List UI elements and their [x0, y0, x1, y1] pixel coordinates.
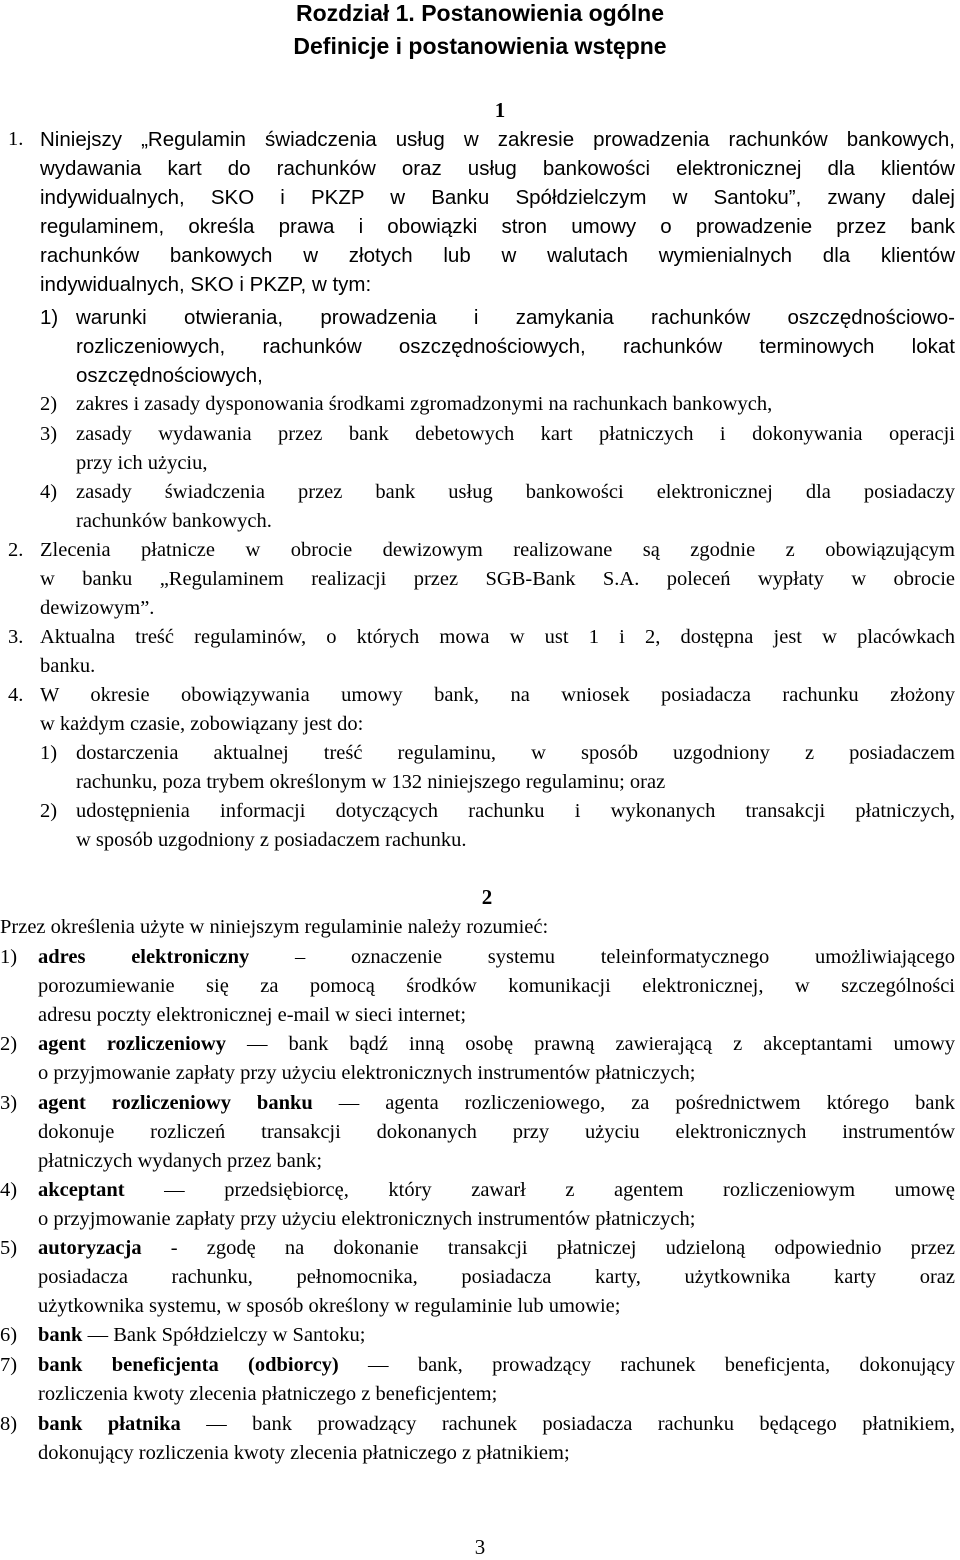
text-line: płatniczych wydanych przez bank; — [38, 1150, 323, 1172]
definition-text: zgodę na dokonanie transakcji płatniczej udzieloną odpowiednio przez — [206, 1237, 955, 1259]
text-line: przy ich użyciu, — [76, 452, 208, 474]
text-line: indywidualnych, SKO i PKZP w Banku Spółdzielczym w Santoku”, zwany dalej — [40, 186, 955, 209]
text-line: Niniejszy „Regulamin świadczenia usług w zakresie prowadzenia rachunków bankowych, — [40, 128, 955, 151]
definition-number: 5) — [0, 1237, 18, 1259]
list-item — [76, 390, 955, 419]
paragraph-2 — [40, 536, 955, 623]
paragraph-number: 1. — [8, 128, 24, 150]
definition-text: Bank Spółdzielczy w Santoku; — [113, 1324, 366, 1346]
item-number: 4) — [40, 481, 58, 503]
text-line: rozliczeniowych, rachunków oszczędnościowych, rachunków terminowych lokat — [76, 335, 955, 358]
definition-separator: — — [82, 1324, 114, 1346]
section-2-label: 2 — [481, 885, 493, 909]
definition-item — [38, 1176, 955, 1234]
item-number: 2) — [40, 393, 58, 415]
definition-number: 2) — [0, 1033, 18, 1055]
text-line: rachunków bankowych. — [76, 510, 272, 532]
item-number: 1) — [40, 306, 59, 329]
list-item — [76, 303, 955, 390]
text-line: indywidualnych, SKO i PKZP, w tym: — [40, 273, 372, 296]
text-line: rachunku, poza trybem określonym w 132 niniejszego regulaminu; oraz — [76, 771, 666, 793]
definition-text: bank prowadzący rachunek posiadacza rachunku będącego płatnikiem, — [252, 1413, 956, 1435]
definition-number: 4) — [0, 1179, 18, 1201]
paragraph-number: 4. — [8, 684, 24, 706]
text-line: oszczędnościowych, — [76, 364, 263, 387]
list-item — [76, 797, 955, 855]
item-number: 1) — [40, 742, 58, 764]
definition-item — [38, 1234, 955, 1321]
definition-separator: — — [312, 1092, 386, 1114]
text-line — [38, 1234, 955, 1263]
section-1-label: 1 — [494, 98, 506, 122]
section-2-intro — [0, 913, 955, 942]
text-line: posiadacza rachunku, pełnomocnika, posiadacza karty, użytkownika karty oraz — [38, 1266, 955, 1288]
definition-number: 1) — [0, 946, 18, 968]
list-item — [76, 478, 955, 536]
text-line — [38, 1089, 955, 1118]
definition-number: 7) — [0, 1354, 18, 1376]
definition-text: bank, prowadzący rachunek beneficjenta, dokonujący — [417, 1354, 955, 1376]
text-line: adresu poczty elektronicznej e-mail w sieci internet; — [38, 1004, 467, 1026]
text-line: w sposób uzgodniony z posiadaczem rachunku. — [76, 829, 467, 851]
text-line: dewizowym”. — [40, 597, 155, 619]
definition-text: bank bądź inną osobę prawną zawierającą z akceptantami umowy — [288, 1033, 956, 1055]
list-item — [76, 739, 955, 797]
definition-separator: — — [226, 1033, 289, 1055]
text-line: o przyjmowanie zapłaty przy użyciu elektronicznych instrumentów płatniczych; — [38, 1208, 696, 1230]
definition-term: bank beneficjenta (odbiorcy) — [38, 1354, 339, 1376]
definition-separator: – — [249, 946, 351, 968]
text-line — [38, 1030, 955, 1059]
paragraph-number: 3. — [8, 626, 24, 648]
definition-item — [38, 1089, 955, 1176]
definition-text: agenta rozliczeniowego, za pośrednictwem którego bank — [385, 1092, 955, 1114]
definition-term: bank — [38, 1324, 83, 1346]
paragraph-number: 2. — [8, 539, 24, 561]
definition-term: agent rozliczeniowy — [38, 1033, 226, 1055]
definition-term: bank płatnika — [38, 1413, 181, 1435]
text-line: warunki otwierania, prowadzenia i zamykania rachunków oszczędnościowo- — [76, 306, 955, 329]
definition-separator: - — [141, 1237, 207, 1259]
definition-number: 3) — [0, 1092, 18, 1114]
text-line: użytkownika systemu, w sposób określony w regulaminie lub umowie; — [38, 1295, 621, 1317]
paragraph-3 — [40, 623, 955, 681]
text-line — [38, 1321, 955, 1350]
definition-item — [38, 1321, 955, 1350]
paragraph-1 — [40, 125, 955, 299]
definition-number: 6) — [0, 1324, 18, 1346]
text-line: dokonuje rozliczeń transakcji dokonanych przy użyciu elektronicznych instrumentów — [38, 1121, 955, 1143]
text-line: rachunków bankowych w złotych lub w walutach wymienialnych dla klientów — [40, 244, 955, 267]
text-line — [38, 1351, 955, 1380]
definition-item — [38, 1410, 955, 1468]
text-line: udostępnienia informacji dotyczących rachunku i wykonanych transakcji płatniczych, — [76, 800, 955, 822]
text-line: dostarczenia aktualnej treść regulaminu, w sposób uzgodniony z posiadaczem — [76, 742, 955, 764]
text-line: zasady wydawania przez bank debetowych kart płatniczych i dokonywania operacji — [76, 423, 955, 445]
definition-term: adres elektroniczny — [38, 946, 250, 968]
text-line: Przez określenia użyte w niniejszym regulaminie należy rozumieć: — [0, 916, 549, 938]
definition-term: akceptant — [38, 1179, 125, 1201]
definition-separator: — — [180, 1413, 253, 1435]
text-line: Zlecenia płatnicze w obrocie dewizowym realizowane są zgodnie z obowiązującym — [40, 539, 955, 561]
text-line: w każdym czasie, zobowiązany jest do: — [40, 713, 364, 735]
text-line: zakres i zasady dysponowania środkami zgromadzonymi na rachunkach bankowych, — [76, 393, 773, 415]
definition-separator: — — [124, 1179, 225, 1201]
text-line: porozumiewanie się za pomocą środków komunikacji elektronicznej, w szczególności — [38, 975, 955, 997]
text-line: banku. — [40, 655, 96, 677]
text-line — [38, 943, 955, 972]
definition-text: oznaczenie systemu teleinformatycznego umożliwiającego — [351, 946, 955, 968]
text-line: regulaminem, określa prawa i obowiązki stron umowy o prowadzenie przez bank — [40, 215, 955, 238]
definition-number: 8) — [0, 1413, 18, 1435]
definition-item — [38, 1351, 955, 1409]
text-line: wydawania kart do rachunków oraz usług bankowości elektronicznej dla klientów — [40, 157, 955, 180]
text-line: w banku „Regulaminem realizacji przez SGB-Bank S.A. poleceń wypłaty w obrocie — [40, 568, 955, 590]
definition-term: autoryzacja — [38, 1237, 142, 1259]
item-number: 3) — [40, 423, 58, 445]
definition-text: przedsiębiorcę, który zawarł z agentem rozliczeniowym umowę — [224, 1179, 956, 1201]
definition-item — [38, 943, 955, 1030]
definition-separator: — — [338, 1354, 418, 1376]
item-number: 2) — [40, 800, 58, 822]
text-line: zasady świadczenia przez bank usług bankowości elektronicznej dla posiadaczy — [76, 481, 955, 503]
chapter-subtitle: Definicje i postanowienia wstępne — [293, 33, 667, 59]
text-line — [38, 1410, 955, 1439]
paragraph-4 — [40, 681, 955, 739]
text-line: rozliczenia kwoty zlecenia płatniczego z beneficjentem; — [38, 1383, 498, 1405]
definition-term: agent rozliczeniowy banku — [38, 1092, 313, 1114]
page-number: 3 — [474, 1535, 486, 1559]
chapter-title: Rozdział 1. Postanowienia ogólne — [295, 0, 665, 26]
text-line: o przyjmowanie zapłaty przy użyciu elektronicznych instrumentów płatniczych; — [38, 1062, 696, 1084]
text-line: dokonujący rozliczenia kwoty zlecenia płatniczego z płatnikiem; — [38, 1442, 570, 1464]
list-item — [76, 420, 955, 478]
definition-item — [38, 1030, 955, 1088]
text-line: W okresie obowiązywania umowy bank, na wniosek posiadacza rachunku złożony — [40, 684, 955, 706]
text-line — [38, 1176, 955, 1205]
text-line: Aktualna treść regulaminów, o których mowa w ust 1 i 2, dostępna jest w placówkach — [40, 626, 955, 648]
